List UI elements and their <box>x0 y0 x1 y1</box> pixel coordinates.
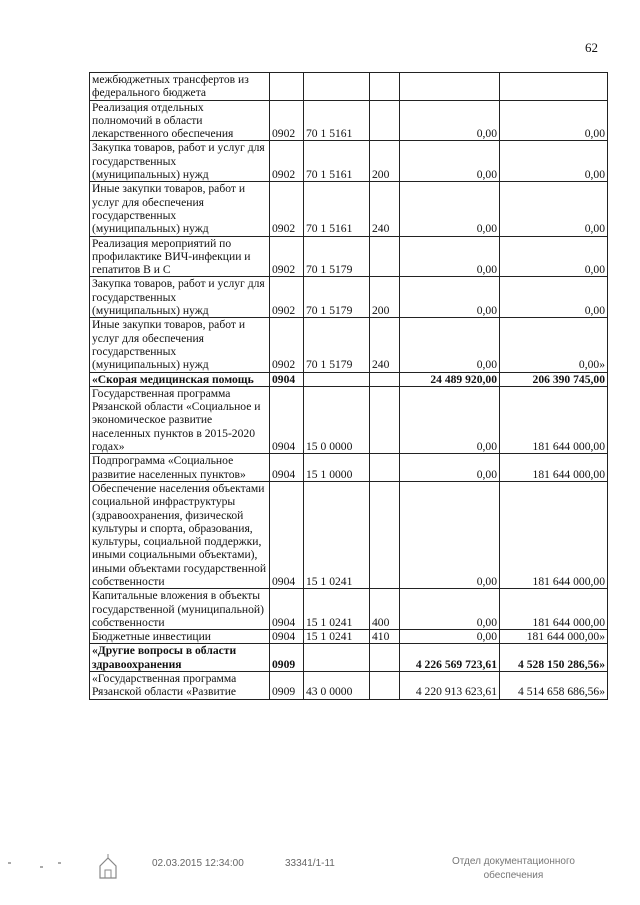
footer-doc-id: 33341/1-11 <box>285 858 335 869</box>
table-row <box>90 630 608 644</box>
cell-sum2: 181 644 000,00» <box>500 630 608 644</box>
cell-type <box>370 236 400 277</box>
cell-name: Иные закупки товаров, работ и услуг для обеспечения государственных (муниципальных) нужд <box>90 318 270 372</box>
cell-sum2: 181 644 000,00 <box>500 454 608 482</box>
table-row <box>90 454 608 482</box>
table-row <box>90 644 608 672</box>
cell-sum2: 0,00 <box>500 100 608 141</box>
cell-sum2: 4 514 658 686,56» <box>500 672 608 700</box>
cell-type <box>370 372 400 386</box>
cell-art: 70 1 5179 <box>304 318 370 372</box>
cell-art: 70 1 5179 <box>304 277 370 318</box>
cell-name: Реализация отдельных полномочий в области лекарственного обеспечения <box>90 100 270 141</box>
cell-art: 15 1 0241 <box>304 630 370 644</box>
footer-department-line1: Отдел документационного <box>452 856 575 867</box>
cell-type: 400 <box>370 589 400 630</box>
cell-sum1: 0,00 <box>400 481 500 588</box>
cell-sec: 0904 <box>270 454 304 482</box>
cell-sec: 0902 <box>270 318 304 372</box>
cell-name: «Другие вопросы в области здравоохранения <box>90 644 270 672</box>
cell-type: 200 <box>370 277 400 318</box>
cell-name: Государственная программа Рязанской области «Социальное и экономическое развитие населенных пунктов в 2015-2020 годах» <box>90 386 270 453</box>
footer-department-line2: обеспечения <box>483 870 544 881</box>
cell-art: 15 1 0000 <box>304 454 370 482</box>
cell-sec: 0902 <box>270 100 304 141</box>
cell-name: Закупка товаров, работ и услуг для государственных (муниципальных) нужд <box>90 277 270 318</box>
table-row <box>90 141 608 182</box>
cell-type: 410 <box>370 630 400 644</box>
table-row <box>90 182 608 236</box>
cell-art <box>304 372 370 386</box>
cell-name: Реализация мероприятий по профилактике ВИЧ-инфекции и гепатитов В и С <box>90 236 270 277</box>
cell-name: «Государственная программа Рязанской области «Развитие <box>90 672 270 700</box>
cell-sum1: 0,00 <box>400 454 500 482</box>
cell-sum2: 0,00 <box>500 236 608 277</box>
cell-type <box>370 672 400 700</box>
cell-name: Подпрограмма «Социальное развитие населенных пунктов» <box>90 454 270 482</box>
table-row <box>90 672 608 700</box>
cell-sum1: 0,00 <box>400 386 500 453</box>
budget-table <box>89 72 608 700</box>
cell-sum2: 181 644 000,00 <box>500 481 608 588</box>
cell-sec: 0904 <box>270 372 304 386</box>
cell-art: 15 1 0241 <box>304 481 370 588</box>
cell-sum1 <box>400 73 500 101</box>
cell-type: 240 <box>370 182 400 236</box>
footer-timestamp: 02.03.2015 12:34:00 <box>152 858 244 869</box>
cell-name: Капитальные вложения в объекты государственной (муниципальной) собственности <box>90 589 270 630</box>
cell-type: 200 <box>370 141 400 182</box>
cell-sum2: 181 644 000,00 <box>500 589 608 630</box>
cell-art <box>304 73 370 101</box>
cell-sec: 0902 <box>270 277 304 318</box>
footer-department <box>452 855 575 883</box>
cell-sec <box>270 73 304 101</box>
cell-sum1: 0,00 <box>400 236 500 277</box>
cell-name: Бюджетные инвестиции <box>90 630 270 644</box>
cell-art: 70 1 5161 <box>304 100 370 141</box>
table-row <box>90 386 608 453</box>
cell-art <box>304 644 370 672</box>
cell-sec: 0904 <box>270 481 304 588</box>
table-row <box>90 318 608 372</box>
cell-art: 43 0 0000 <box>304 672 370 700</box>
cell-sum2: 0,00 <box>500 182 608 236</box>
cell-type <box>370 481 400 588</box>
cell-sum1: 0,00 <box>400 182 500 236</box>
cell-sum2 <box>500 73 608 101</box>
cell-sum2: 0,00 <box>500 141 608 182</box>
cell-sum1: 0,00 <box>400 318 500 372</box>
cell-art: 70 1 5161 <box>304 182 370 236</box>
table-row <box>90 481 608 588</box>
cell-type <box>370 386 400 453</box>
cell-sum2: 181 644 000,00 <box>500 386 608 453</box>
cell-sum1: 0,00 <box>400 630 500 644</box>
cell-name: Иные закупки товаров, работ и услуг для обеспечения государственных (муниципальных) нужд <box>90 182 270 236</box>
cell-sec: 0904 <box>270 386 304 453</box>
cell-sec: 0909 <box>270 644 304 672</box>
stamp-icon <box>96 852 120 880</box>
table-row <box>90 73 608 101</box>
cell-name: Закупка товаров, работ и услуг для государственных (муниципальных) нужд <box>90 141 270 182</box>
cell-sum1: 0,00 <box>400 141 500 182</box>
cell-sum2: 0,00 <box>500 277 608 318</box>
cell-sec: 0902 <box>270 141 304 182</box>
cell-sum1: 24 489 920,00 <box>400 372 500 386</box>
table-row <box>90 100 608 141</box>
cell-sum1: 0,00 <box>400 100 500 141</box>
table-row <box>90 236 608 277</box>
cell-sum1: 0,00 <box>400 589 500 630</box>
cell-sum1: 0,00 <box>400 277 500 318</box>
cell-sum1: 4 226 569 723,61 <box>400 644 500 672</box>
cell-art: 15 1 0241 <box>304 589 370 630</box>
cell-sum2: 206 390 745,00 <box>500 372 608 386</box>
table-row <box>90 589 608 630</box>
page-number: 62 <box>585 40 598 55</box>
table-row <box>90 372 608 386</box>
cell-name: «Скорая медицинская помощь <box>90 372 270 386</box>
cell-art: 70 1 5161 <box>304 141 370 182</box>
cell-type <box>370 73 400 101</box>
cell-sec: 0902 <box>270 236 304 277</box>
cell-sec: 0909 <box>270 672 304 700</box>
cell-art: 15 0 0000 <box>304 386 370 453</box>
cell-sec: 0904 <box>270 589 304 630</box>
cell-art: 70 1 5179 <box>304 236 370 277</box>
cell-sum1: 4 220 913 623,61 <box>400 672 500 700</box>
cell-sec: 0902 <box>270 182 304 236</box>
cell-type <box>370 454 400 482</box>
cell-name: Обеспечение населения объектами социальной инфраструктуры (здравоохранения, физической культуры и спорта, образования, культуры, социальной поддержки, иными социальными объектами), иными объектами государственной собственности <box>90 481 270 588</box>
cell-sec: 0904 <box>270 630 304 644</box>
table-row <box>90 277 608 318</box>
cell-type: 240 <box>370 318 400 372</box>
cell-type <box>370 100 400 141</box>
cell-name: межбюджетных трансфертов из федерального бюджета <box>90 73 270 101</box>
cell-sum2: 0,00» <box>500 318 608 372</box>
cell-sum2: 4 528 150 286,56» <box>500 644 608 672</box>
cell-type <box>370 644 400 672</box>
